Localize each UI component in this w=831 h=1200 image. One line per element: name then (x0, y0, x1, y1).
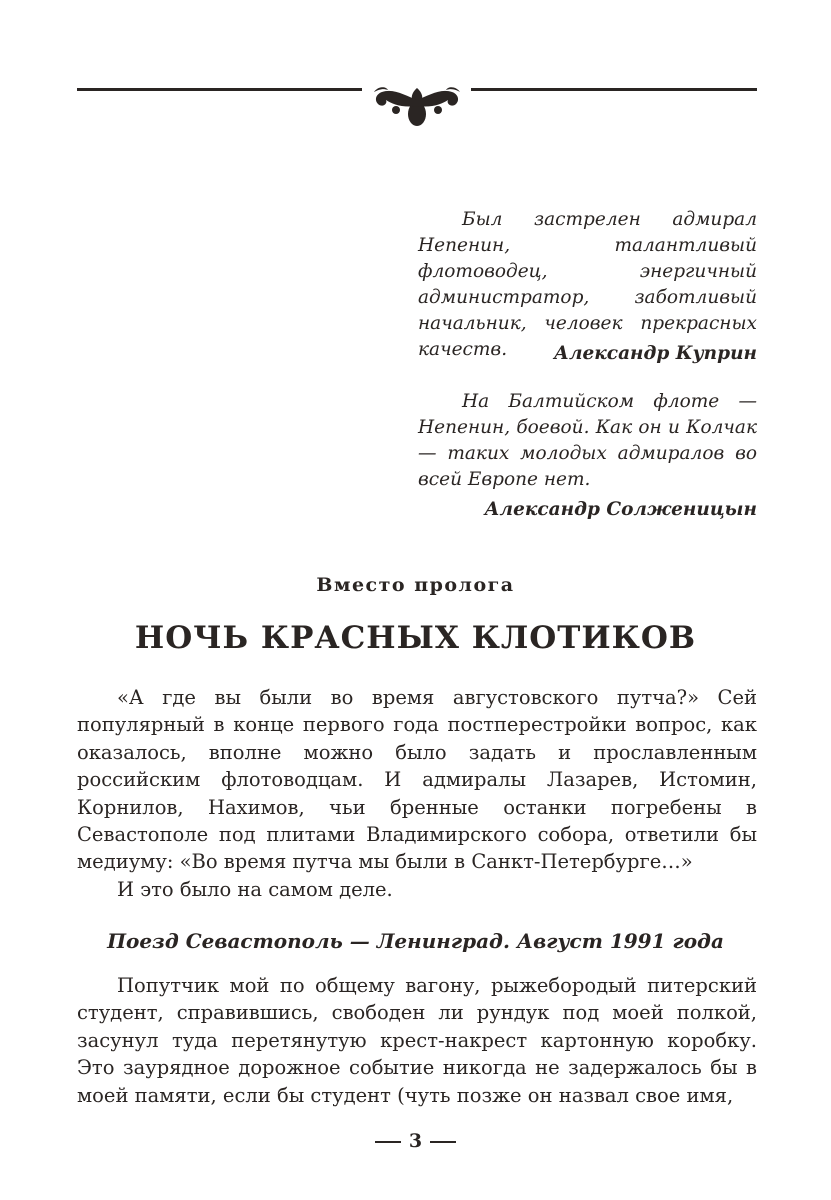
body-text-2 (77, 972, 757, 1109)
footer-dash-right (430, 1141, 456, 1143)
chapter-pre-title: Вместо пролога (316, 574, 515, 596)
epigraph-2-text: На Балтийском флоте — Непенин, боевой. Как он и Колчак — таких молодых адмиралов во всей Европе нет. (418, 391, 757, 490)
chapter-title: НОЧЬ КРАСНЫХ КЛОТИКОВ (134, 620, 697, 656)
body-text-1 (77, 684, 757, 903)
header-rule-left (77, 88, 362, 91)
footer-dash-left (375, 1141, 401, 1143)
page-number: 3 (408, 1130, 423, 1152)
paragraph: «А где вы были во время августовского путча?» Сей популярный в конце первого года постперестройки вопрос, как оказалось, вполне можно было задать и прославленным российским флотоводцам. И адмиралы Лазарев, Истомин, Корнилов, Нахимов, чьи бренные останки погребены в Севастополе под плитами Владимирского собора, ответили бы медиуму: «Во время путча мы были в Санкт-Петербурге…» (77, 686, 757, 874)
paragraph: Попутчик мой по общему вагону, рыжебородый питерский студент, справившись, свободен ли рундук под моей полкой, засунул туда перетянутую крест-накрест картонную коробку. Это заурядное дорожное событие никогда не задержалось бы в моей памяти, если бы студент (чуть позже он назвал свое имя, (77, 974, 757, 1107)
section-subheading: Поезд Севастополь — Ленинград. Август 1991 года (107, 929, 724, 953)
epigraph-1 (418, 207, 757, 363)
floral-ornament-icon (372, 74, 462, 130)
epigraph-1-text: Был застрелен адмирал Непенин, талантливый флотоводец, энергичный администратор, заботливый начальник, человек прекрасных качеств. (418, 209, 757, 360)
paragraph: И это было на самом деле. (117, 877, 393, 901)
epigraph-2 (418, 389, 757, 493)
page-footer (0, 1130, 831, 1152)
epigraph-2-author: Александр Солженицын (484, 499, 757, 520)
header-rule-right (471, 88, 757, 91)
epigraph-1-author: Александр Куприн (553, 343, 757, 364)
